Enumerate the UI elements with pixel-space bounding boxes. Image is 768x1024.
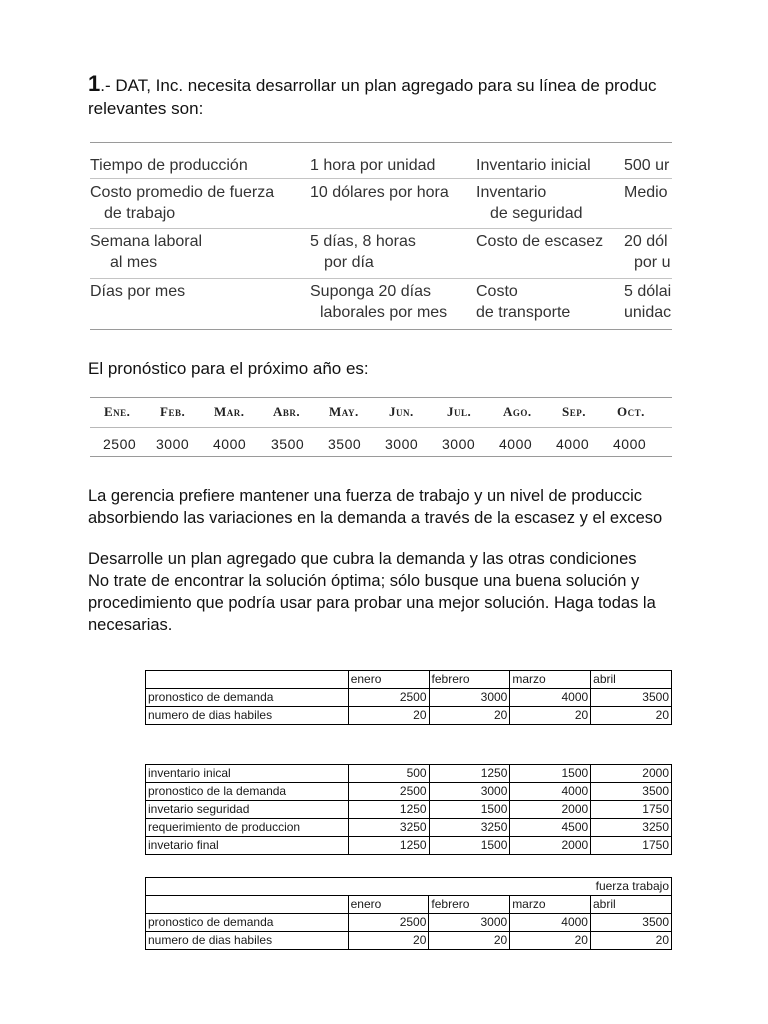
table-cell: 2500 <box>348 914 429 932</box>
forecast-value: 4000 <box>556 436 590 452</box>
paragraph-line: La gerencia prefiere mantener una fuerza de trabajo y un nivel de produccic <box>88 487 643 505</box>
table-cell <box>348 878 429 896</box>
table-row <box>146 689 672 707</box>
table-cell: 4000 <box>510 783 591 801</box>
table-title: fuerza trabajo <box>590 878 671 896</box>
cond-label: de seguridad <box>490 205 583 222</box>
table-cell <box>146 896 349 914</box>
cond-value: 5 dólai <box>624 283 672 300</box>
table-cell: 20 <box>510 707 591 725</box>
table-cell: 2500 <box>348 783 429 801</box>
table-cell: 20 <box>429 707 510 725</box>
table-header: enero <box>348 896 429 914</box>
paragraph-line: Desarrolle un plan agregado que cubra la demanda y las otras condiciones <box>88 550 637 568</box>
table-cell: 1250 <box>348 837 429 855</box>
forecast-mid-rule <box>90 427 672 428</box>
cond-label: de transporte <box>476 304 571 321</box>
cond-value: 20 dól <box>624 233 668 250</box>
table-cell: 20 <box>590 932 671 950</box>
table-cell: 3000 <box>429 689 510 707</box>
table-cell <box>429 878 510 896</box>
forecast-value: 4000 <box>499 436 533 452</box>
table-cell: 20 <box>591 707 672 725</box>
cond-value: 10 dólares por hora <box>310 184 449 201</box>
table-row <box>146 914 672 932</box>
row-label: invetario final <box>146 837 349 855</box>
cond-label: Tiempo de producción <box>90 157 248 174</box>
table-cell: 1250 <box>429 765 510 783</box>
table-header: marzo <box>510 671 591 689</box>
table-cell: 2000 <box>591 765 672 783</box>
forecast-value: 4000 <box>613 436 647 452</box>
table-cell: 1250 <box>348 801 429 819</box>
table-cell: 4000 <box>510 689 591 707</box>
table-header-row <box>146 671 672 689</box>
problem-intro-line1: .- DAT, Inc. necesita desarrollar un plan agregado para su línea de produc <box>100 76 657 95</box>
table-cell: 3250 <box>429 819 510 837</box>
forecast-value: 3000 <box>442 436 476 452</box>
cond-label: al mes <box>110 254 158 271</box>
table-header: febrero <box>429 896 510 914</box>
table-cell: 20 <box>348 707 429 725</box>
paragraph-line: procedimiento que podría usar para probar una mejor solución. Haga todas la <box>88 594 656 612</box>
paragraph-line: absorbiendo las variaciones en la demanda a través de la escasez y el exceso <box>88 509 663 527</box>
table-cell: 3500 <box>591 783 672 801</box>
cond-value: laborales por mes <box>320 304 448 321</box>
forecast-value: 3500 <box>328 436 362 452</box>
inventory-table <box>145 764 672 855</box>
forecast-value: 4000 <box>213 436 247 452</box>
table-cell: 4000 <box>510 914 591 932</box>
cond-value: Medio <box>624 184 668 201</box>
month-header: Sep. <box>562 404 586 419</box>
table-cell <box>510 878 591 896</box>
row-label: inventario inical <box>146 765 349 783</box>
cond-value: 500 ur <box>624 157 670 174</box>
table-row <box>146 932 672 950</box>
row-divider <box>90 178 672 179</box>
table-cell: 20 <box>429 932 510 950</box>
row-label: numero de dias habiles <box>146 932 349 950</box>
table-header: abril <box>591 671 672 689</box>
table-cell: 20 <box>510 932 591 950</box>
forecast-bottom-rule <box>90 456 672 457</box>
conditions-top-rule <box>90 142 672 143</box>
month-header: May. <box>329 404 359 419</box>
demand-table <box>145 670 672 725</box>
cond-value: unidac <box>624 304 672 321</box>
cond-label: Costo de escasez <box>476 233 604 250</box>
cond-label: Costo promedio de fuerza <box>90 184 275 201</box>
table-cell: 3000 <box>429 914 510 932</box>
month-header: Jul. <box>447 404 472 419</box>
table-cell <box>146 671 349 689</box>
table-cell: 4500 <box>510 819 591 837</box>
cond-value: por día <box>324 254 374 271</box>
table-row <box>146 819 672 837</box>
cond-label: de trabajo <box>104 205 176 222</box>
problem-number: 1 <box>88 71 101 96</box>
forecast-value: 3000 <box>385 436 419 452</box>
forecast-top-rule <box>90 397 672 398</box>
table-row <box>146 837 672 855</box>
forecast-value: 2500 <box>103 436 137 452</box>
table-cell: 1500 <box>429 801 510 819</box>
row-label: pronostico de la demanda <box>146 783 349 801</box>
table-header-row <box>146 896 672 914</box>
workforce-table <box>145 877 672 950</box>
table-cell: 1500 <box>510 765 591 783</box>
cond-label: Costo <box>476 283 518 300</box>
month-header: Abr. <box>273 404 301 419</box>
table-row <box>146 783 672 801</box>
cond-value: por u <box>634 254 671 271</box>
table-cell: 3500 <box>591 689 672 707</box>
forecast-value: 3500 <box>271 436 305 452</box>
table-header: enero <box>348 671 429 689</box>
table-title-row <box>146 878 672 896</box>
table-row <box>146 707 672 725</box>
paragraph-line: necesarias. <box>88 616 173 634</box>
table-header: febrero <box>429 671 510 689</box>
month-header: Mar. <box>214 404 245 419</box>
table-header: abril <box>590 896 671 914</box>
month-header: Ago. <box>503 404 532 419</box>
table-cell: 3250 <box>348 819 429 837</box>
table-cell: 2000 <box>510 801 591 819</box>
month-header: Ene. <box>104 404 131 419</box>
problem-heading <box>88 72 657 98</box>
table-cell: 1750 <box>591 801 672 819</box>
table-cell: 3250 <box>591 819 672 837</box>
conditions-bottom-rule <box>90 329 672 330</box>
table-cell: 2000 <box>510 837 591 855</box>
cond-value: Suponga 20 días <box>310 283 431 300</box>
cond-label: Días por mes <box>90 283 186 300</box>
cond-label: Semana laboral <box>90 233 203 250</box>
table-cell: 3000 <box>429 783 510 801</box>
cond-label: Inventario inicial <box>476 157 591 174</box>
table-row <box>146 801 672 819</box>
table-cell: 20 <box>348 932 429 950</box>
row-label: pronostico de demanda <box>146 914 349 932</box>
problem-intro-line2: relevantes son: <box>88 99 204 118</box>
cond-value: 1 hora por unidad <box>310 157 436 174</box>
table-cell: 1750 <box>591 837 672 855</box>
row-divider <box>90 228 672 229</box>
paragraph-line: No trate de encontrar la solución óptima; sólo busque una buena solución y <box>88 572 640 590</box>
row-label: requerimiento de produccion <box>146 819 349 837</box>
table-cell: 2500 <box>348 689 429 707</box>
cond-label: Inventario <box>476 184 547 201</box>
cond-value: 5 días, 8 horas <box>310 233 416 250</box>
row-label: pronostico de demanda <box>146 689 349 707</box>
row-divider <box>90 278 672 279</box>
table-row <box>146 765 672 783</box>
table-cell: 1500 <box>429 837 510 855</box>
table-cell <box>146 878 349 896</box>
table-cell: 500 <box>348 765 429 783</box>
row-label: invetario seguridad <box>146 801 349 819</box>
forecast-value: 3000 <box>156 436 190 452</box>
month-header: Jun. <box>389 404 414 419</box>
forecast-title: El pronóstico para el próximo año es: <box>88 359 369 378</box>
table-header: marzo <box>510 896 591 914</box>
row-label: numero de dias habiles <box>146 707 349 725</box>
month-header: Feb. <box>160 404 186 419</box>
table-cell: 3500 <box>590 914 671 932</box>
month-header: Oct. <box>617 404 645 419</box>
